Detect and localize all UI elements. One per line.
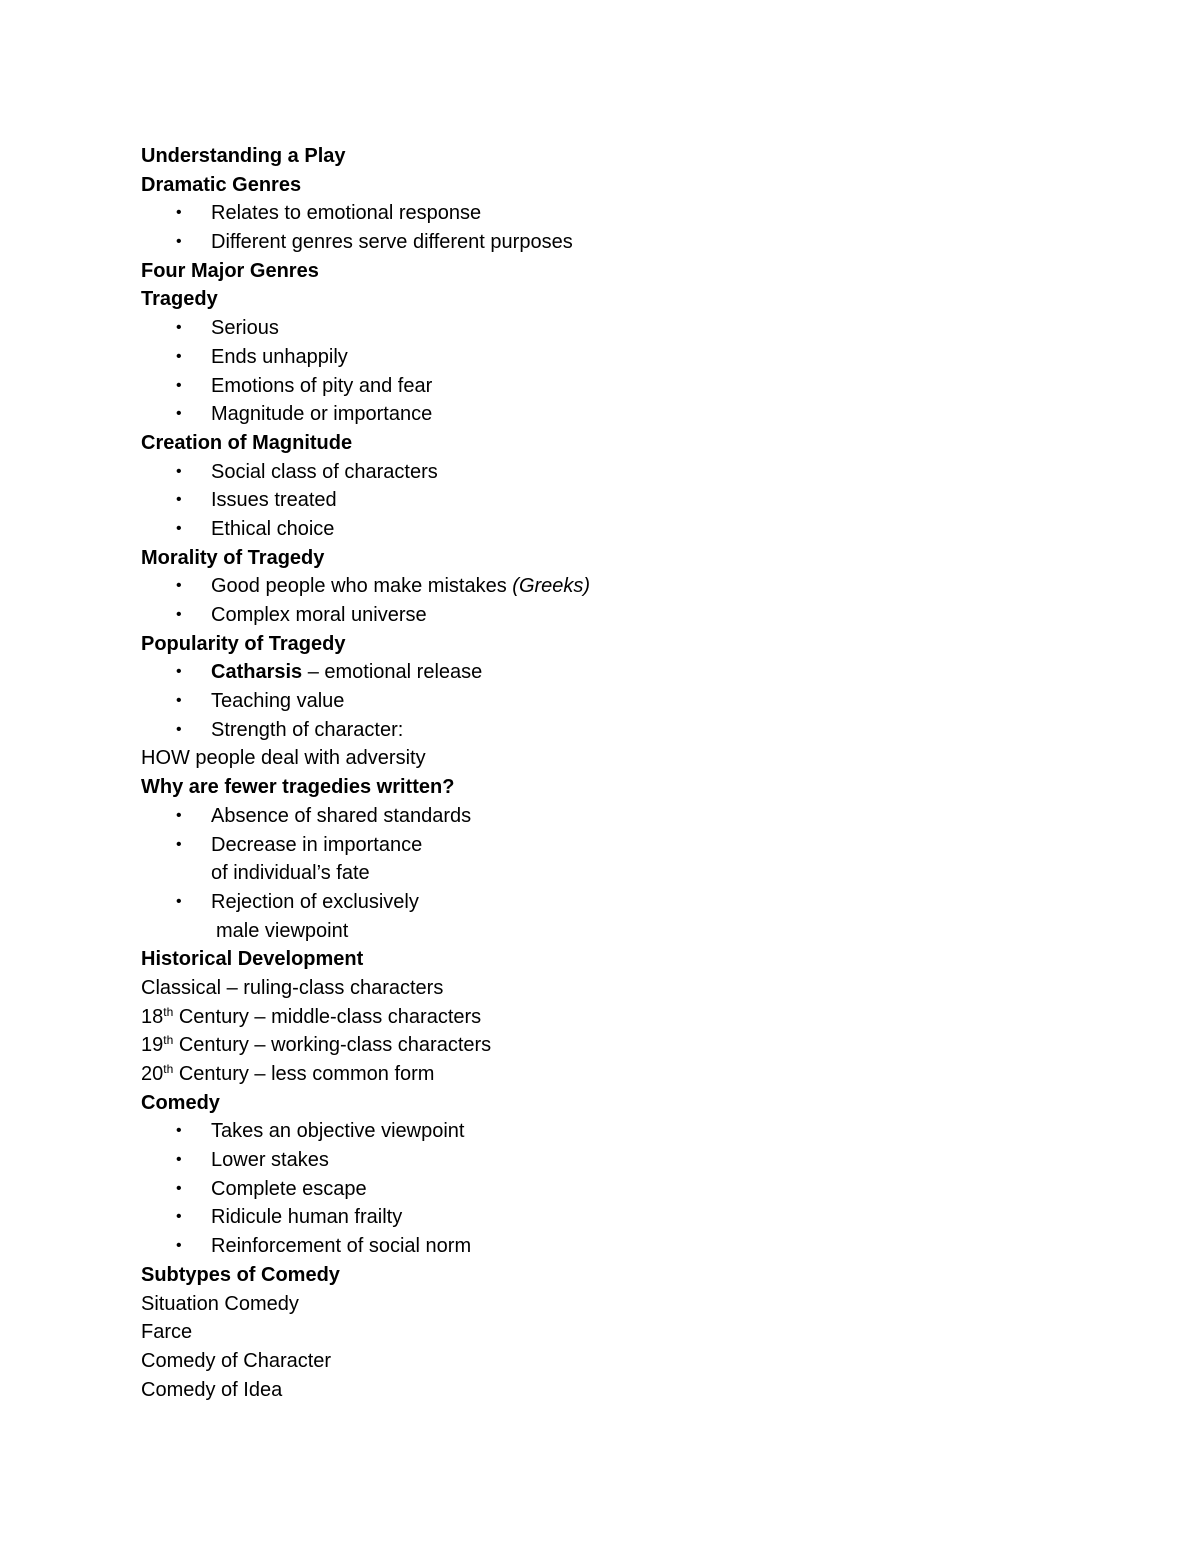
list-item: • Issues treated	[141, 486, 1101, 515]
list-item: • Rejection of exclusively	[141, 888, 1101, 917]
century-number: 20	[141, 1063, 164, 1085]
list-item-text: Good people who make mistakes	[211, 575, 513, 598]
body-line: Comedy of Character	[141, 1349, 332, 1372]
list-item: • Decrease in importance	[141, 831, 1101, 860]
list-item: • Ridicule human frailty	[141, 1203, 1101, 1232]
heading-comedy: Comedy	[141, 1091, 220, 1114]
century-number: 19	[141, 1034, 164, 1057]
list-item: • Social class of characters	[141, 458, 1101, 487]
list-item: • Magnitude or importance	[141, 400, 1101, 429]
document-title: Understanding a Play	[141, 145, 346, 167]
heading-four-major-genres: Four Major Genres	[141, 259, 319, 282]
ordinal-suffix: th	[163, 1033, 174, 1048]
century-number: 18	[141, 1005, 164, 1028]
ordinal-suffix: th	[163, 1062, 174, 1076]
body-line	[141, 1031, 1101, 1060]
list-item: • Emotions of pity and fear	[141, 372, 1101, 401]
heading-historical-development: Historical Development	[141, 948, 364, 971]
heading-tragedy: Tragedy	[141, 288, 218, 311]
ordinal-suffix: th	[163, 1004, 174, 1019]
list-item-text: – emotional release	[302, 661, 483, 684]
heading-creation-of-magnitude: Creation of Magnitude	[141, 431, 353, 454]
body-line	[141, 1003, 1101, 1032]
term-catharsis: Catharsis	[211, 661, 303, 684]
list-item: • Takes an objective viewpoint	[141, 1117, 1101, 1146]
body-line: HOW people deal with adversity	[141, 747, 426, 770]
heading-dramatic-genres: Dramatic Genres	[141, 173, 302, 196]
list-item: • Ethical choice	[141, 515, 1101, 544]
list-item: • Absence of shared standards	[141, 802, 1101, 831]
list-item	[141, 658, 1101, 687]
list-item: • Serious	[141, 314, 1101, 343]
list-item: • Complete escape	[141, 1175, 1101, 1204]
heading-subtypes-of-comedy: Subtypes of Comedy	[141, 1263, 340, 1286]
list-item: • Lower stakes	[141, 1146, 1101, 1175]
body-line	[141, 1060, 1101, 1089]
document-body	[141, 142, 1101, 1404]
list-item-continuation: male viewpoint	[216, 919, 349, 942]
heading-popularity-of-tragedy: Popularity of Tragedy	[141, 632, 346, 655]
list-item	[141, 572, 1101, 601]
list-item: • Relates to emotional response	[141, 199, 1101, 228]
list-item: • Complex moral universe	[141, 601, 1101, 630]
list-item-italic-note: (Greeks)	[512, 575, 591, 598]
heading-morality-of-tragedy: Morality of Tragedy	[141, 546, 325, 569]
body-line: Farce	[141, 1321, 193, 1344]
body-line: Comedy of Idea	[141, 1378, 283, 1401]
list-item: • Strength of character:	[141, 716, 1101, 745]
list-item-continuation: of individual’s fate	[211, 862, 370, 885]
body-line: Situation Comedy	[141, 1292, 299, 1315]
list-item: • Different genres serve different purposes	[141, 228, 1101, 257]
body-text: Century – middle-class characters	[173, 1005, 482, 1028]
body-line: Classical – ruling-class characters	[141, 976, 444, 999]
heading-fewer-tragedies: Why are fewer tragedies written?	[141, 776, 455, 799]
body-text: Century – working-class characters	[173, 1034, 492, 1057]
list-item: • Ends unhappily	[141, 343, 1101, 372]
list-item: • Teaching value	[141, 687, 1101, 716]
list-item: • Reinforcement of social norm	[141, 1232, 1101, 1261]
body-text: Century – less common form	[173, 1063, 435, 1085]
